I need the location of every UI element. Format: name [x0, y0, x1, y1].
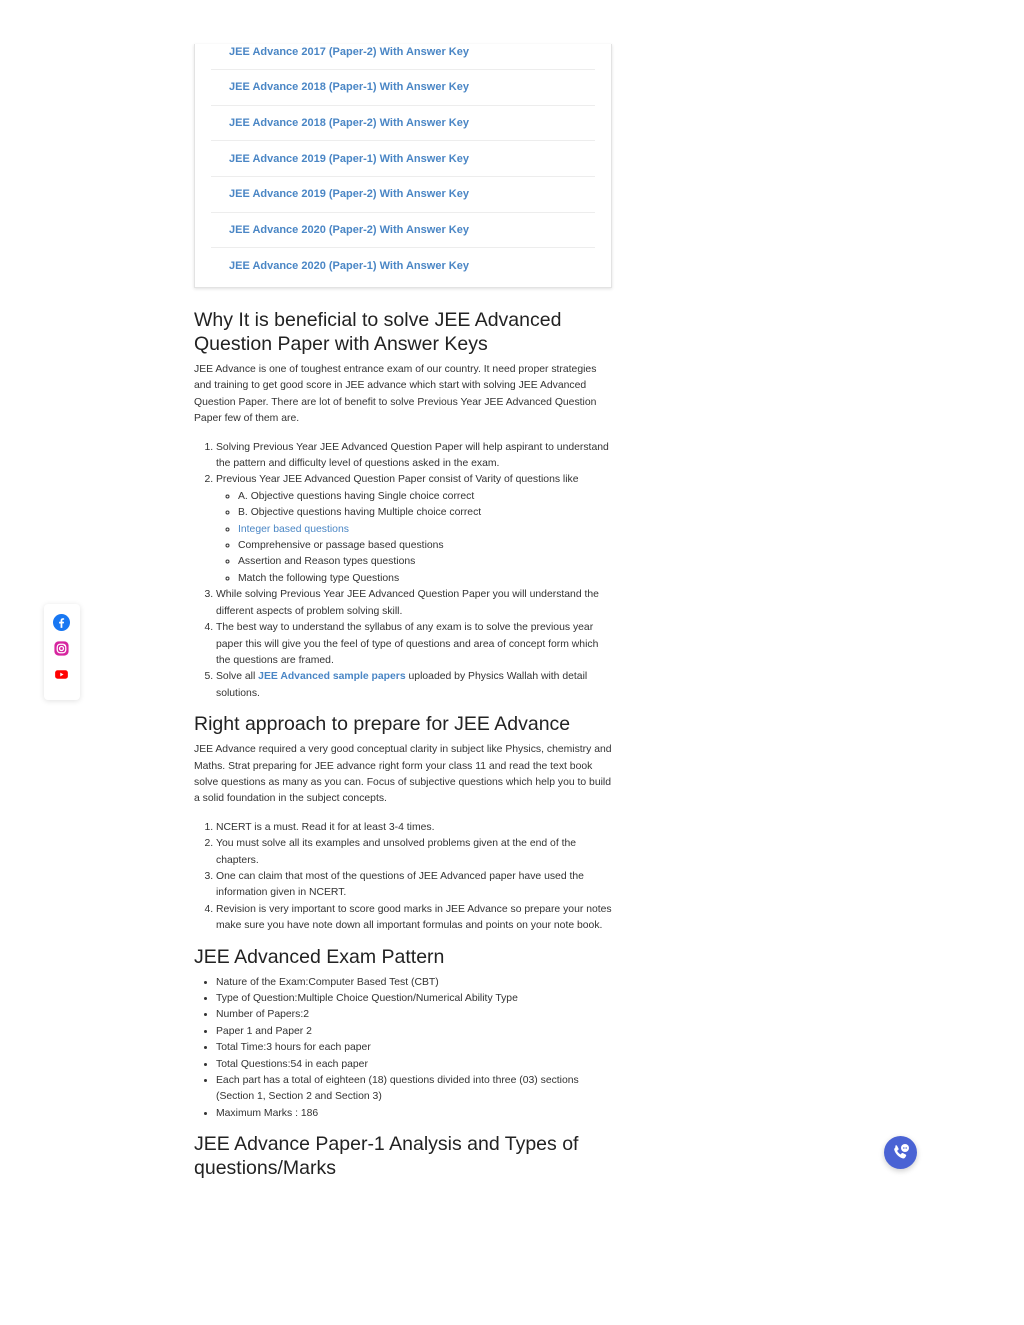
list-item: ◦ Comprehensive or passage based questions [238, 538, 614, 554]
list-item: ◦ Match the following type Questions [238, 571, 614, 587]
answer-key-link[interactable]: JEE Advance 2019 (Paper-1) With Answer Key [229, 152, 469, 165]
list-item [211, 213, 595, 249]
call-button[interactable] [884, 1136, 917, 1169]
list-item: • Maximum Marks : 186 [216, 1106, 614, 1122]
article-content [194, 308, 614, 1186]
answer-key-link-list [195, 44, 611, 283]
sample-papers-link[interactable]: JEE Advanced sample papers [258, 671, 406, 683]
list-item-text: Solve all [216, 671, 259, 683]
list-item [238, 522, 614, 538]
instagram-icon[interactable] [53, 640, 70, 657]
youtube-icon[interactable] [53, 666, 70, 683]
list-item [211, 70, 595, 106]
pattern-heading: JEE Advanced Exam Pattern [194, 945, 445, 968]
answer-key-links-box [194, 44, 612, 288]
list-item: 4. The best way to understand the syllabus of any exam is to solve the previous year paper this will give you the feel of type of questions and area of concept form which the questions are framed. [216, 620, 614, 669]
answer-key-link[interactable]: JEE Advance 2017 (Paper-2) With Answer Key [229, 46, 469, 58]
list-item: 1. Solving Previous Year JEE Advanced Question Paper will help aspirant to understand the pattern and difficulty level of questions asked in the exam. [216, 440, 614, 473]
list-item-text: uploaded by Physics Wallah with detail solutions. [216, 671, 588, 699]
list-item [211, 44, 595, 70]
answer-key-link[interactable]: JEE Advance 2020 (Paper-1) With Answer Key [229, 259, 469, 272]
list-item: • Number of Papers:2 [216, 1007, 614, 1023]
list-item: 3. While solving Previous Year JEE Advanced Question Paper you will understand the different aspects of problem solving skill. [216, 587, 614, 620]
list-item: • Nature of the Exam:Computer Based Test (CBT) [216, 975, 614, 991]
phone-icon [884, 1136, 917, 1169]
approach-intro: JEE Advance required a very good conceptual clarity in subject like Physics, chemistry and Maths. Strat preparing for JEE advance right form your class 11 and read the text book solve questions as many as you can. Focus of subjective questions which help you to build a solid foundation in the subject concepts. [194, 744, 612, 805]
integer-questions-link[interactable]: Integer based questions [238, 523, 349, 535]
answer-key-link[interactable]: JEE Advance 2018 (Paper-1) With Answer Key [229, 81, 469, 94]
facebook-icon[interactable] [53, 614, 70, 631]
approach-heading: Right approach to prepare for JEE Advance [194, 713, 571, 736]
list-item: 2. You must solve all its examples and unsolved problems given at the end of the chapters. [216, 836, 614, 869]
list-item [216, 669, 614, 702]
analysis-heading: JEE Advance Paper-1 Analysis and Types of questions/Marks [194, 1133, 579, 1180]
list-item: 3. One can claim that most of the questions of JEE Advanced paper have used the information given in NCERT. [216, 869, 614, 902]
list-item: 1. NCERT is a must. Read it for at least 3-4 times. [216, 820, 614, 836]
list-item: • Total Questions:54 in each paper [216, 1057, 614, 1073]
list-item: 4. Revision is very important to score good marks in JEE Advance so prepare your notes make sure you have note down all important formulas and points on your note book. [216, 902, 614, 935]
list-item-text: Previous Year JEE Advanced Question Paper consist of Varity of questions like [216, 474, 579, 486]
list-item [211, 141, 595, 177]
answer-key-link[interactable]: JEE Advance 2018 (Paper-2) With Answer Key [229, 117, 469, 130]
approach-list [194, 820, 614, 935]
benefit-heading: Why It is beneficial to solve JEE Advanced Question Paper with Answer Keys [194, 309, 562, 355]
question-types-list [216, 489, 614, 587]
list-item [216, 472, 614, 587]
list-item: • Each part has a total of eighteen (18) questions divided into three (03) sections (Section 1, Section 2 and Section 3) [216, 1073, 614, 1106]
list-item [211, 177, 595, 213]
list-item: • Paper 1 and Paper 2 [216, 1024, 614, 1040]
list-item: ◦ B. Objective questions having Multiple choice correct [238, 505, 614, 521]
answer-key-link[interactable]: JEE Advance 2020 (Paper-2) With Answer Key [229, 224, 469, 237]
benefit-list [194, 440, 614, 703]
benefit-intro: JEE Advance is one of toughest entrance exam of our country. It need proper strategies and training to get good score in JEE advance which start with solving JEE Advanced Question Paper. There are lot of benefit to solve Previous Year JEE Advanced Question Paper few of them are. [194, 364, 597, 425]
list-item: • Total Time:3 hours for each paper [216, 1040, 614, 1056]
list-item: ◦ A. Objective questions having Single choice correct [238, 489, 614, 505]
list-item [211, 248, 595, 283]
social-share-bar [44, 604, 80, 700]
list-item: • Type of Question:Multiple Choice Question/Numerical Ability Type [216, 991, 614, 1007]
list-item: ◦ Assertion and Reason types questions [238, 554, 614, 570]
pattern-list [194, 975, 614, 1123]
answer-key-link[interactable]: JEE Advance 2019 (Paper-2) With Answer Key [229, 188, 469, 201]
list-item [211, 106, 595, 142]
